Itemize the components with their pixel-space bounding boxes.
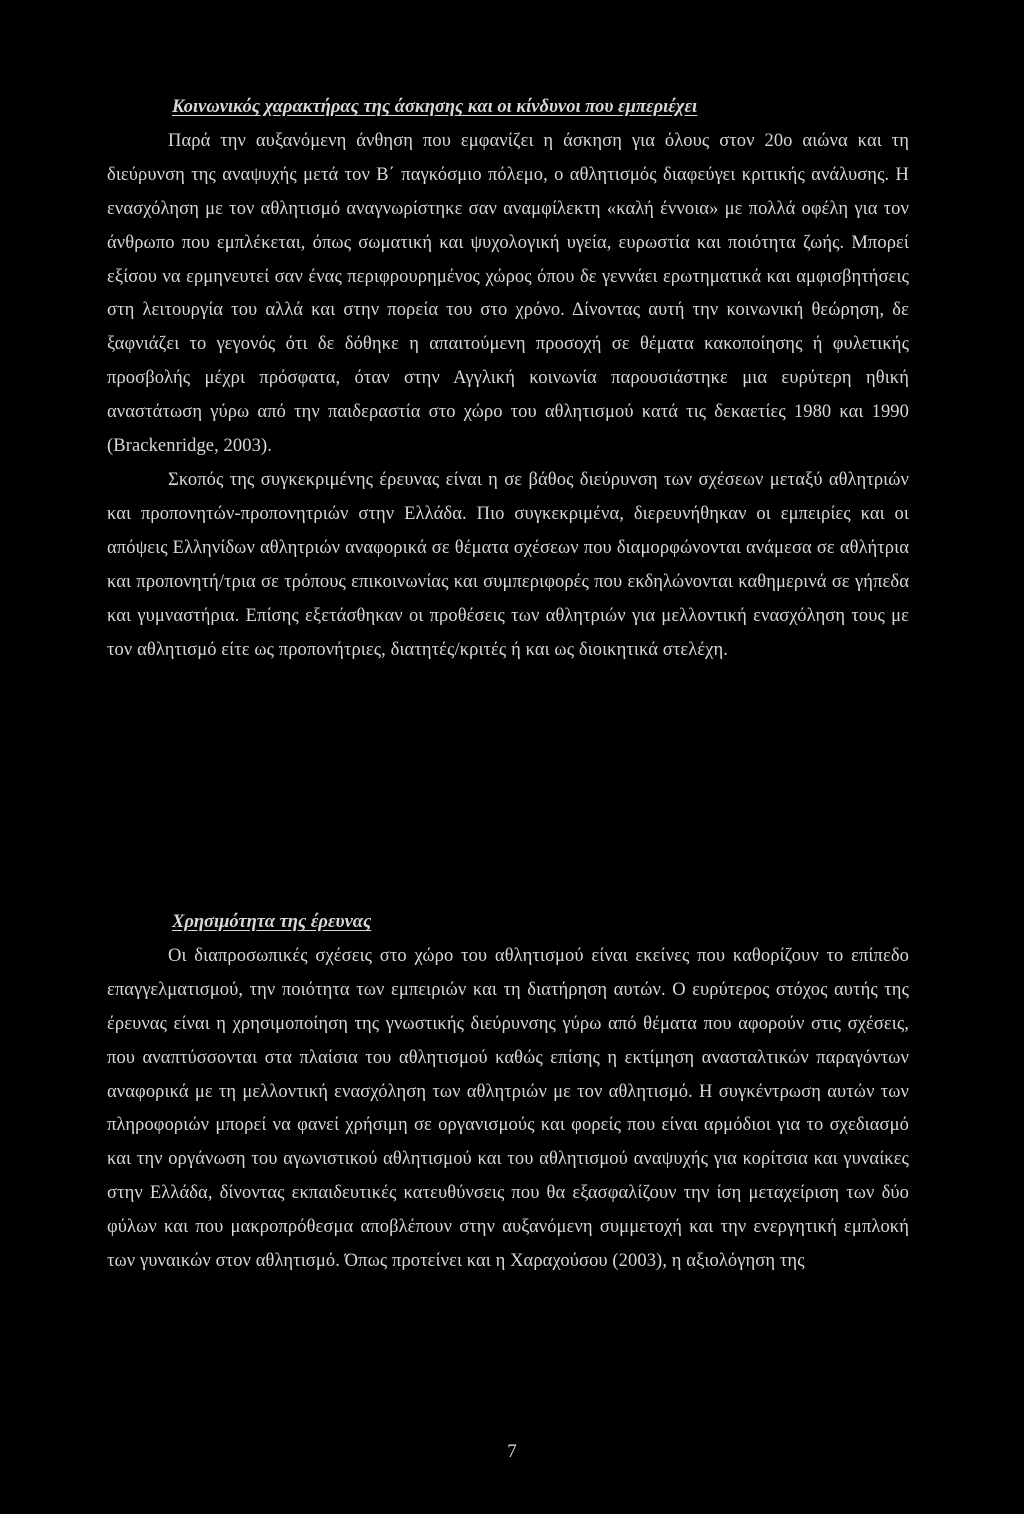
section-research-usefulness	[107, 906, 909, 1279]
section-heading: Κοινωνικός χαρακτήρας της άσκησης και οι κίνδυνοι που εμπεριέχει	[172, 97, 698, 117]
paragraph: Οι διαπροσωπικές σχέσεις στο χώρο του αθλητισμού είναι εκείνες που καθορίζουν το επίπεδο επαγγελματισμού, την ποιότητα των εμπειριών και τη διατήρηση αυτών. Ο ευρύτερος στόχος αυτής της έρευνας είναι η χρησιμοποίηση της γνωστικής διεύρυνσης γύρω από θέματα που αφορούν στις σχέσεις, που αναπτύσσονται στα πλαίσια του αθλητισμού καθώς επίσης η εκτίμηση ανασταλτικών παραγόντων αναφορικά με τη μελλοντική ενασχόληση των αθλητριών με τον αθλητισμό. Η συγκέντρωση αυτών των πληροφοριών μπορεί να φανεί χρήσιμη σε οργανισμούς και φορείς που είναι αρμόδιοι για το σχεδιασμό και την οργάνωση του αγωνιστικού αθλητισμού και του αθλητισμού αναψυχής για κορίτσια και γυναίκες στην Ελλάδα, δίνοντας εκπαιδευτικές κατευθύνσεις που θα εξασφαλίζουν την ίση μεταχείριση των δύο φύλων και που μακροπρόθεσμα αποβλέπουν στην αυξανόμενη συμμετοχή και την ενεργητική εμπλοκή των γυναικών στον αθλητισμό. Όπως προτείνει και η Χαραχούσου (2003), η αξιολόγηση της	[107, 945, 909, 1272]
paragraph: Σκοπός της συγκεκριμένης έρευνας είναι η σε βάθος διεύρυνση των σχέσεων μεταξύ αθλητριών και προπονητών-προπονητριών στην Ελλάδα. Πιο συγκεκριμένα, διερευνήθηκαν οι εμπειρίες και οι απόψεις Ελληνίδων αθλητριών αναφορικά σε θέματα σχέσεων που διαμορφώνονται ανάμεσα σε αθλήτρια και προπονητή/τρια σε τρόπους επικοινωνίας και συμπεριφορές που εκδηλώνονται καθημερινά σε γήπεδα και γυμναστήρια. Επίσης εξετάσθηκαν οι προθέσεις των αθλητριών για μελλοντική ενασχόληση τους με τον αθλητισμό είτε ως προπονήτριες, διατητές/κριτές ή και ως διοικητικά στελέχη.	[107, 469, 909, 660]
section-social-character	[107, 91, 909, 667]
section-heading: Χρησιμότητα της έρευνας	[172, 912, 372, 932]
paragraph: Παρά την αυξανόμενη άνθηση που εμφανίζει η άσκηση για όλους στον 20ο αιώνα και τη διεύρυνση της αναψυχής μετά τον Β΄ παγκόσμιο πόλεμο, ο αθλητισμός διαφεύγει κριτικής ανάλυσης. Η ενασχόληση με τον αθλητισμό αναγνωρίστηκε σαν αναμφίλεκτη «καλή έννοια» με πολλά οφέλη για τον άνθρωπο που εμπλέκεται, όπως σωματική και ψυχολογική υγεία, ευρωστία και ποιότητα ζωής. Μπορεί εξίσου να ερμηνευτεί σαν ένας περιφρουρημένος χώρος όπου δε γεννάει ερωτηματικά και αμφισβητήσεις στη λειτουργία του αλλά και στην πορεία του στο χρόνο. Δίνοντας αυτή την κοινωνική θεώρηση, δε ξαφνιάζει το γεγονός ότι δε δόθηκε η απαιτούμενη προσοχή σε θέματα κακοποίησης ή φυλετικής προσβολής μέχρι πρόσφατα, όταν στην Αγγλική κοινωνία παρουσιάστηκε μια ευρύτερη ηθική αναστάτωση γύρω από την παιδεραστία στο χώρο του αθλητισμού κατά τις δεκαετίες 1980 και 1990 (Brackenridge, 2003).	[107, 130, 909, 457]
page-number: 7	[507, 1441, 517, 1462]
